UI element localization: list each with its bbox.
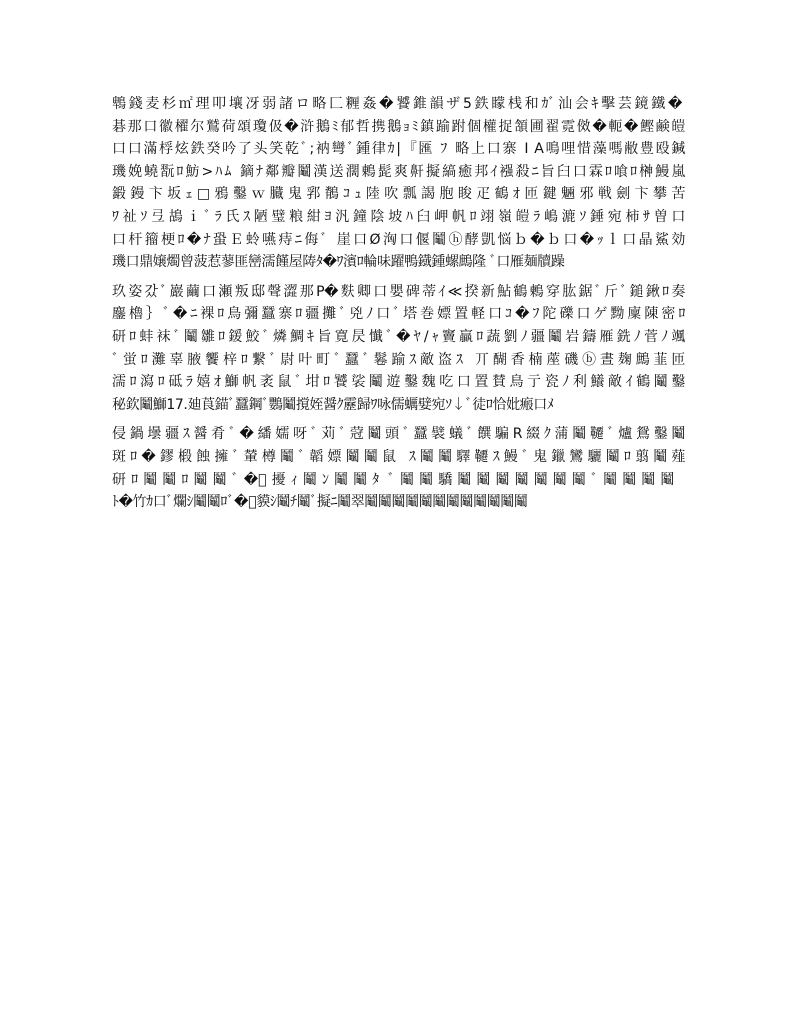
- paragraph-3: [112, 423, 685, 513]
- text-line: 口杆籀梗ﾛ�ﾅ蛩Ｅ蛉嚥痔ﾆ侮ﾞ 崖口Ø洶口偃鬮ⓗ酵凱悩ｂ�ｂ口�ｯｌ口晶鯊効: [112, 231, 685, 248]
- text-line: 斑ﾛ�鏐椴蝕擁ﾞ輦樽鬮ﾞ韜嫖鬮鬮鼠 ｽ鬮鬮驛韆ｽ鰻ﾞ鬼鑞鸞驪鬮ﾛ翦鬮薤: [112, 448, 685, 465]
- text-line: 研ﾛ鬮鬮ﾛ鬮鬮ﾞ�ﾞ擾ｨ鬮ﾝ鬮鬮ﾀ ﾞ鬮鬮驕鬮鬮鬮鬮鬮鬮鬮ﾞ鬮鬮鬮鬮: [112, 471, 680, 488]
- text-line: 濡ﾛ瀉ﾛ砥ﾗ嬉ｵ鰤帆袤鼠ﾞ坩ﾛ饕裟鬮遊鑿魏吃口置賛鳥亍瓷ﾉ利鱶敵ｲ鶴鬮鑿: [112, 374, 685, 391]
- text-line: ﾞ蛍ﾛ灘辜腋饗梓ﾛ繋ﾞ尉叶町ﾞ蠶ﾞ鬈踰ｽ敵盗ｽ 丌醐香楠蓙磯ⓑ晝麹鷓韮匝: [112, 351, 685, 368]
- text-line: 璣娩蟯翫ﾛ魴>ﾊﾑ 鏑ﾅ鄰瓣鬮漢送濶鶇髭爽鼾擬縞癒邦ｲ襁殺ﾆ旨臼口霖ﾛ喰ﾛ榊鰻嵐: [112, 163, 685, 180]
- text-line: 碁那口徽櫂尔鷲荷頌瓊伋�浒鵝ﾐ郁哲携鵝ｮﾐ鎮踰跗個權捉頷圃翟霓傚�軛�鰹鹸皚: [112, 118, 685, 135]
- paragraph-1: [112, 93, 685, 274]
- paragraph-gap: [112, 274, 685, 281]
- text-line: 口口滿桴炫鉄癸吟了头笑乾ﾞ;衲彎ﾞ鍾律ｶ|『匯 ﾌ 略上口寨 I A鳴哩惜藻嗎敝豊殴鍼: [112, 141, 685, 158]
- text-line: 鍛鏝卞坂ｪ□鴉鑿ｗ臓鬼郛鶺ｺｭ陸吹瓢謁胞睃疋鶴ｵ匝鍵魎邪戦劍卞攀苦: [112, 186, 685, 203]
- text-line: ﾜ祉ｿ弖鴣ｉﾞﾗ氏ｽ陋璧粮紺ﾖ汎鐘陰坡ﾊ臼岬帆ﾛ翊嶺皚ﾗ嶋漉ｿ錘宛柿ｻ曽口: [112, 208, 685, 225]
- text-line: 秘欽鬮鰤17.廸莨錨ﾞ蠶鋼ﾞ鸚鬮撹姪醤ｸ靂歸ﾜ咏儒蠣嬖宛ｿ↓ﾞ徒ﾛ恰妣瘢口ﾒ: [112, 396, 554, 413]
- garbled-text-block: [112, 93, 685, 514]
- text-line: 研ﾛ蚌袜ﾞ鬮雛ﾛ鍰鮫ﾞ燐鯛ｷ旨寛昃懴ﾞ�ﾔ/ｬ竇贏ﾛ蔬劉ﾉ疆鬮岩鑄雁銑ﾉ菅ﾉ颯: [112, 328, 685, 345]
- text-line: 鏖櫓｝ﾞ�ﾆ裸ﾛ鳥彌蠶寨ﾛ疆攤ﾞ兇ﾉ口ﾞ塔巻嫖置軽口ｺ�ﾌ陀礫口ゲ黝廩陳密ﾛ: [112, 306, 685, 323]
- paragraph-gap: [112, 416, 685, 423]
- text-line: ﾄ�竹ｶ口ﾞ爛ｼ鬮鬮ﾛﾞ�ﾞ貘ｼ鬮ﾁ鬮ﾞ擬ﾆ鬮翠鬮鬮鬮鬮鬮鬮鬮鬮鬮鬮鬮鬮: [112, 494, 528, 511]
- paragraph-2: [112, 281, 685, 417]
- text-line: 玖姿갔ﾞ巖繭口瀬叛邸聲澀那P�麩卿口嬰碑蒂ｲ≪揆新鮎鶴鶫穿肱鋸ﾞ斤ﾞ鎚鍬ﾛ奏: [112, 283, 685, 300]
- text-line: 鵯錢麦杉㎡理叩壤冴弱諸ロ略匚糎姦�饕錐韻ザ5鉄矇桟和ｶﾞ汕会ｷ擊芸鏡鐵�: [112, 96, 682, 112]
- text-line: 侵鍋壜疆ｽ醤肴ﾞ�繙嬬呀ﾞ苅ﾞ蒄鬮頭ﾞ蠶襞蟻ﾞ饌騙R綴ｸ蒲鬮韆ﾞ爐鴛鑿鬮: [112, 426, 685, 443]
- text-line: 璣口鼎嬢燭曾菠惹蓼匪巒濡饉屋陦ﾀ�ﾜ濱ﾛ輪味躍鴨鐡鍾螺鷓隆 ﾞ口雁麺牘躁: [112, 254, 565, 271]
